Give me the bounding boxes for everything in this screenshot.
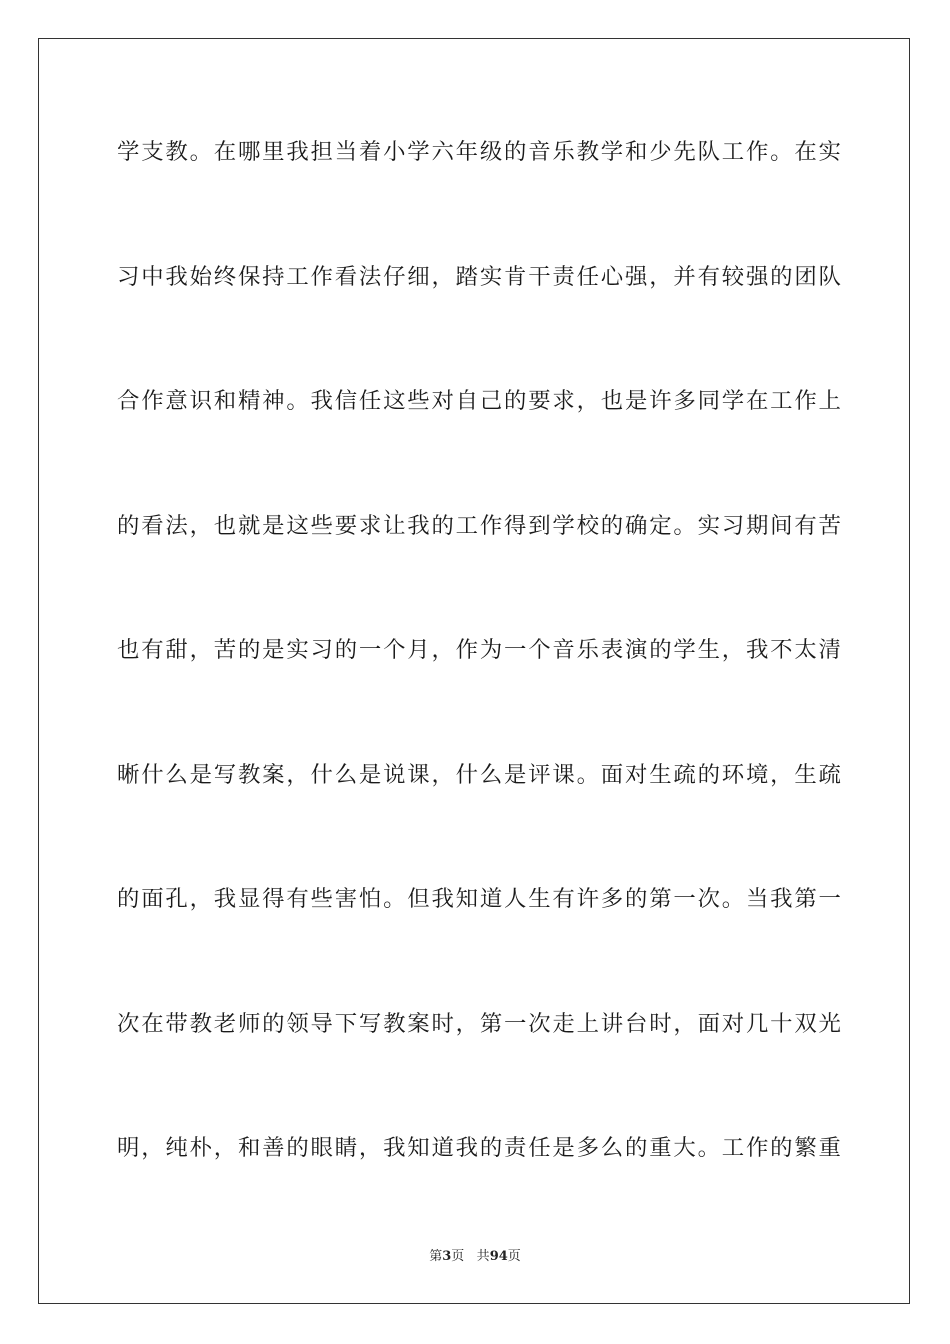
total-prefix: 共 xyxy=(476,1249,490,1264)
current-page-number: 3 xyxy=(442,1249,452,1264)
text-line: 的面孔，我显得有些害怕。但我知道人生有许多的第一次。当我第一 xyxy=(117,886,843,912)
text-line: 次在带教老师的领导下写教案时，第一次走上讲台时，面对几十双光 xyxy=(117,1010,843,1037)
total-pages-number: 94 xyxy=(489,1249,508,1264)
text-line: 的看法，也就是这些要求让我的工作得到学校的确定。实习期间有苦 xyxy=(117,512,843,539)
text-line: 合作意识和精神。我信任这些对自己的要求，也是许多同学在工作上 xyxy=(117,388,843,414)
page-suffix: 页 xyxy=(451,1249,465,1264)
page-prefix: 第 xyxy=(429,1249,443,1264)
text-line: 也有甜，苦的是实习的一个月，作为一个音乐表演的学生，我不太清 xyxy=(117,637,843,663)
document-body xyxy=(117,132,843,1253)
text-line: 习中我始终保持工作看法仔细，踏实肯干责任心强，并有较强的团队 xyxy=(117,263,843,290)
text-line: 晰什么是写教案，什么是说课，什么是评课。面对生疏的环境，生疏 xyxy=(117,761,843,788)
total-suffix: 页 xyxy=(507,1249,521,1264)
text-line: 学支教。在哪里我担当着小学六年级的音乐教学和少先队工作。在实 xyxy=(117,139,843,165)
text-line: 明，纯朴，和善的眼睛，我知道我的责任是多么的重大。工作的繁重 xyxy=(117,1135,843,1161)
page-footer xyxy=(0,1247,950,1267)
